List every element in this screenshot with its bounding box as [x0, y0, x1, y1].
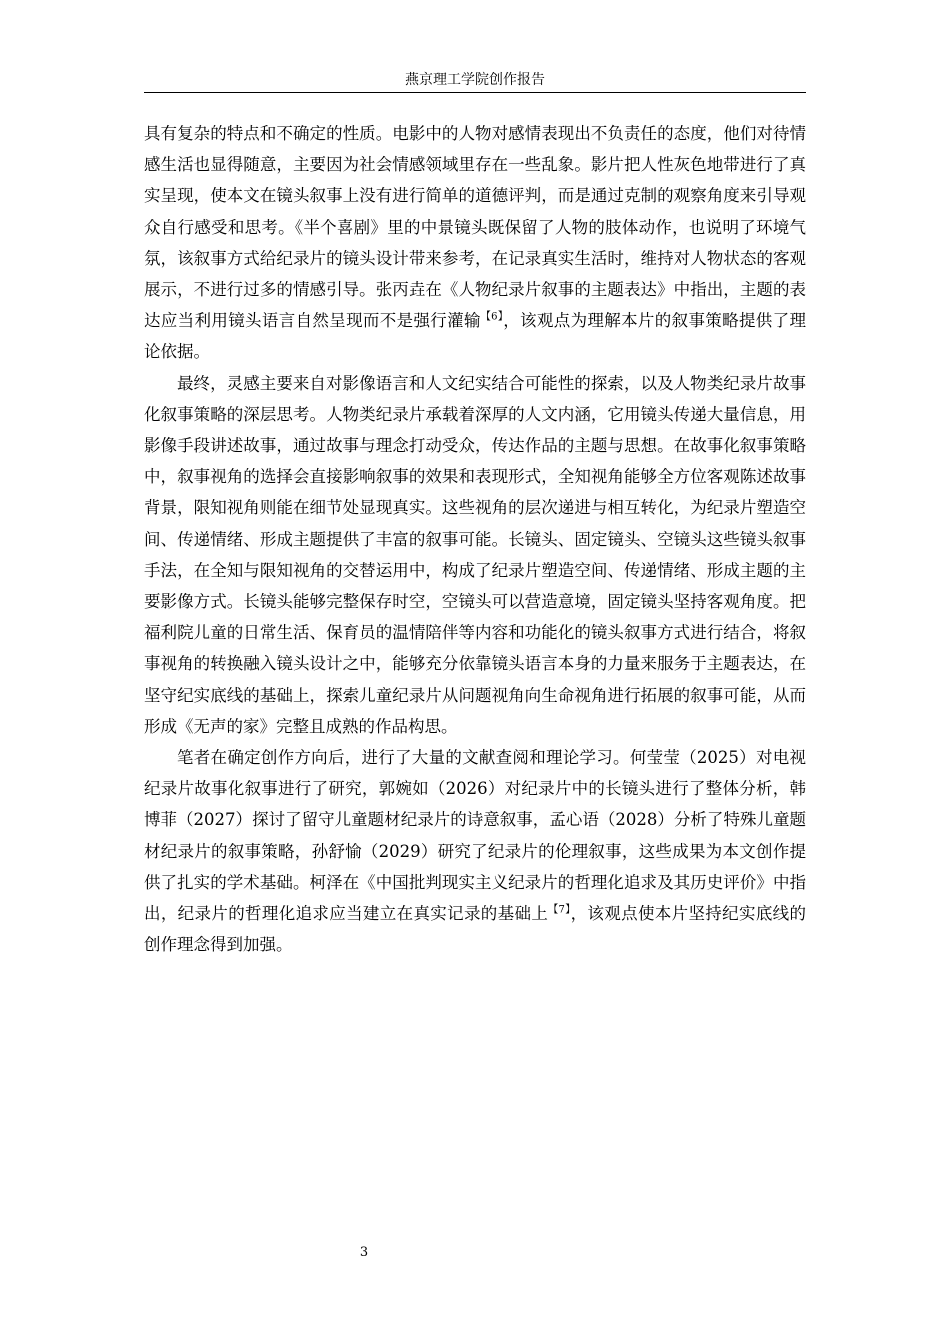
paragraph-3	[144, 742, 806, 960]
page-number: 3	[359, 1245, 369, 1260]
citation-6: 【6】	[480, 311, 504, 323]
citation-7: 【7】	[548, 904, 571, 916]
paragraph-1-text-before: 具有复杂的特点和不确定的性质。电影中的人物对感情表现出不负责任的态度，他们对待情感生活也显得随意，主要因为社会情感领域里存在一些乱象。影片把人性灰色地带进行了真实呈现，使本文在镜头叙事上没有进行简单的道德评判，而是通过克制的观察角度来引导观众自行感受和思考。《半个喜剧》里的中景镜头既保留了人物的肢体动作，也说明了环境气氛，该叙事方式给纪录片的镜头设计带来参考，在记录真实生活时，维持对人物状态的客观展示，不进行过多的情感引导。张丙垚在《人物纪录片叙事的主题表达》中指出，主题的表达应当利用镜头语言自然呈现而不是强行灌输	[144, 124, 806, 331]
paragraph-1	[144, 118, 806, 368]
paragraph-3-text-before: 笔者在确定创作方向后，进行了大量的文献查阅和理论学习。何莹莹（2025）对电视纪录片故事化叙事进行了研究，郭婉如（2026）对纪录片中的长镜头进行了整体分析，韩博菲（2027）探讨了留守儿童题材纪录片的诗意叙事，孟心语（2028）分析了特殊儿童题材纪录片的叙事策略，孙舒愉（2029）研究了纪录片的伦理叙事，这些成果为本文创作提供了扎实的学术基础。柯泽在《中国批判现实主义纪录片的哲理化追求及其历史评价》中指出，纪录片的哲理化追求应当建立在真实记录的基础上	[144, 748, 806, 924]
page-header	[144, 70, 806, 93]
header-title: 燕京理工学院创作报告	[405, 72, 545, 88]
paragraph-2: 最终，灵感主要来自对影像语言和人文纪实结合可能性的探索，以及人物类纪录片故事化叙事策略的深层思考。人物类纪录片承载着深厚的人文内涵，它用镜头传递大量信息，用影像手段讲述故事，通过故事与理念打动受众，传达作品的主题与思想。在故事化叙事策略中，叙事视角的选择会直接影响叙事的效果和表现形式，全知视角能够全方位客观陈述故事背景，限知视角则能在细节处显现真实。这些视角的层次递进与相互转化，为纪录片塑造空间、传递情绪、形成主题提供了丰富的叙事可能。长镜头、固定镜头、空镜头这些镜头叙事手法，在全知与限知视角的交替运用中，构成了纪录片塑造空间、传递情绪、形成主题的主要影像方式。长镜头能够完整保存时空，空镜头可以营造意境，固定镜头坚持客观角度。把福利院儿童的日常生活、保育员的温情陪伴等内容和功能化的镜头叙事方式进行结合，将叙事视角的转换融入镜头设计之中，能够充分依靠镜头语言本身的力量来服务于主题表达，在坚守纪实底线的基础上，探索儿童纪录片从问题视角向生命视角进行拓展的叙事可能，从而形成《无声的家》完整且成熟的作品构思。	[144, 373, 806, 736]
paragraph-1-text-after: ，该观点为理解本片的叙事策略提供了理论依据。	[144, 311, 806, 362]
paragraph-3-text-after: ，该观点使本片坚持纪实底线的创作理念得到加强。	[144, 904, 807, 955]
body-text	[144, 118, 806, 960]
